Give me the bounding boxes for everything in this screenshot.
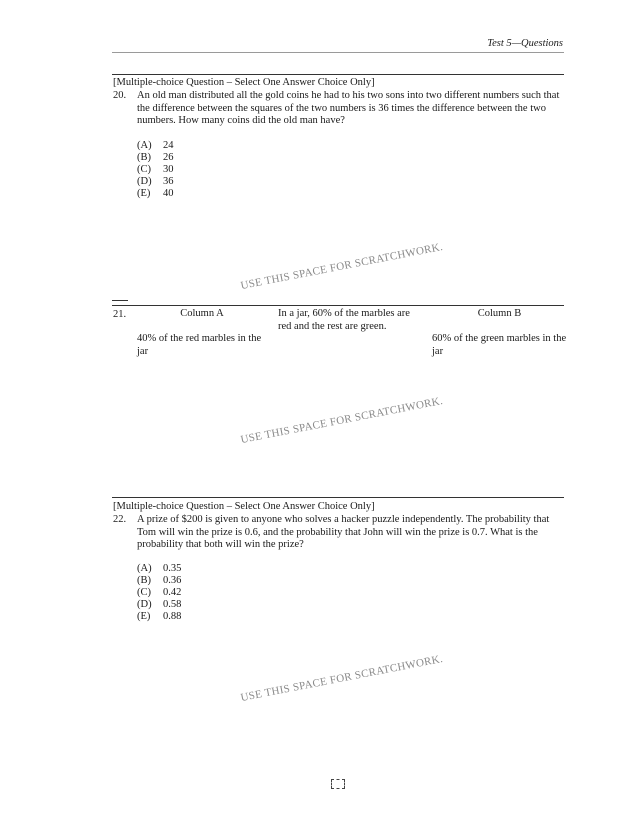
q20-type-label: [Multiple-choice Question – Select One Answer Choice Only] — [113, 77, 375, 88]
q22-choice-b[interactable] — [137, 575, 181, 588]
choice-value: 26 — [163, 152, 174, 163]
column-b-line: 60% of the green marbles in the — [432, 333, 567, 344]
choice-value: 0.42 — [163, 587, 182, 598]
choice-value: 24 — [163, 140, 174, 151]
choice-label: (A) — [137, 563, 152, 574]
header-rule — [112, 52, 564, 53]
choice-value: 36 — [163, 176, 174, 187]
q21-given-line: red and the rest are green. — [278, 320, 387, 332]
choice-label: (B) — [137, 575, 151, 586]
q22-number: 22. — [113, 514, 127, 525]
q20-choice-d[interactable] — [137, 176, 174, 189]
column-a-quantity — [137, 333, 277, 358]
choice-label: (B) — [137, 152, 151, 163]
q20-line: An old man distributed all the gold coins he had to his two sons into two different numbers such that — [137, 90, 560, 101]
choice-value: 30 — [163, 164, 174, 175]
q22-choice-a[interactable] — [137, 563, 181, 576]
q21-given-info — [278, 308, 423, 333]
q22-question-text — [137, 514, 567, 552]
choice-label: (C) — [137, 587, 151, 598]
choice-value: 0.58 — [163, 599, 182, 610]
q22-choice-c[interactable] — [137, 587, 181, 600]
choice-label: (D) — [137, 176, 152, 187]
q20-question-text — [137, 90, 567, 128]
q21-number: 21. — [113, 309, 127, 320]
q21-given-line: In a jar, 60% of the marbles are — [278, 308, 410, 319]
q21-top-rule — [112, 305, 564, 306]
page-number-box — [331, 779, 345, 789]
column-a-line: 40% of the red marbles in the — [137, 333, 262, 344]
choice-value: 40 — [163, 188, 174, 199]
q20-top-rule — [112, 74, 564, 75]
scratchwork-label: USE THIS SPACE FOR SCRATCHWORK. — [239, 652, 444, 705]
q22-top-rule — [112, 497, 564, 498]
choice-value: 0.36 — [163, 575, 182, 586]
q20-line: the difference between the squares of the two numbers is 36 times the difference between the two — [137, 102, 546, 114]
q20-choice-b[interactable] — [137, 152, 174, 165]
q22-type-label: [Multiple-choice Question – Select One Answer Choice Only] — [113, 501, 375, 512]
choice-label: (D) — [137, 599, 152, 610]
q20-choice-a[interactable] — [137, 140, 174, 153]
q22-line: Tom will win the prize is 0.6, and the probability that John will win the prize is 0.7. What is the — [137, 526, 538, 538]
q20-line: numbers. How many coins did the old man have? — [137, 115, 345, 126]
choice-value: 0.88 — [163, 611, 182, 622]
column-a-header: Column A — [180, 308, 224, 319]
column-b-quantity — [432, 333, 572, 358]
choice-label: (E) — [137, 611, 151, 622]
choice-label: (E) — [137, 188, 151, 199]
q21-short-rule — [112, 300, 128, 301]
scratchwork-label: USE THIS SPACE FOR SCRATCHWORK. — [239, 394, 444, 447]
page-header-title: Test 5—Questions — [487, 38, 563, 49]
q22-line: probability that both will win the prize? — [137, 539, 304, 550]
q22-choice-e[interactable] — [137, 611, 181, 624]
column-b-header: Column B — [477, 308, 522, 319]
column-a-line: jar — [137, 345, 149, 357]
q22-choice-d[interactable] — [137, 599, 181, 612]
scratchwork-label: USE THIS SPACE FOR SCRATCHWORK. — [239, 240, 444, 293]
choice-label: (C) — [137, 164, 151, 175]
q22-line: A prize of $200 is given to anyone who solves a hacker puzzle independently. The probability that — [137, 514, 550, 525]
q20-number: 20. — [113, 90, 127, 101]
choice-value: 0.35 — [163, 563, 182, 574]
q20-choice-c[interactable] — [137, 164, 174, 177]
choice-label: (A) — [137, 140, 152, 151]
q20-choice-e[interactable] — [137, 188, 174, 201]
column-b-line: jar — [432, 345, 444, 357]
